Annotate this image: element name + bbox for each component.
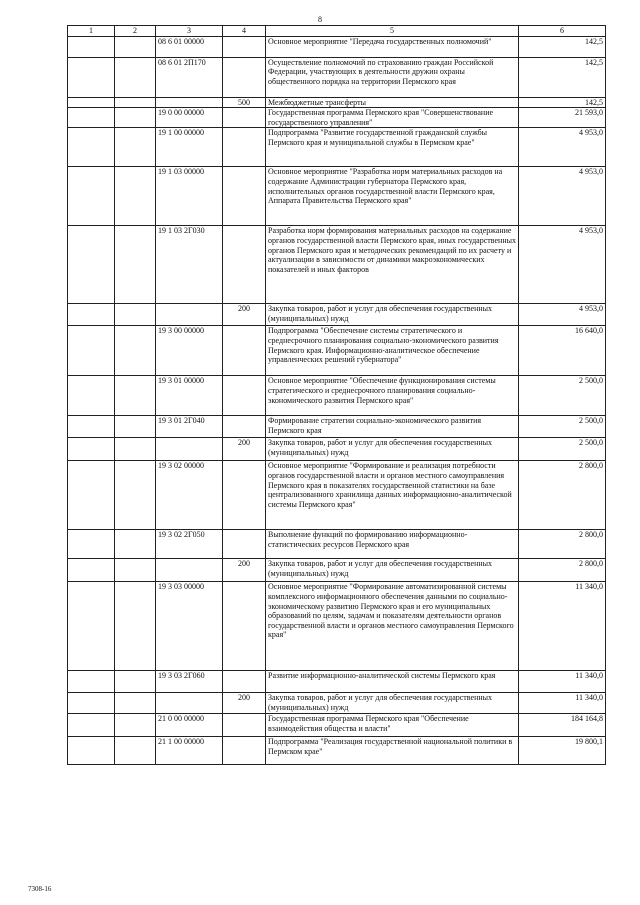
item-name-cell: Осуществление полномочий по страхованию граждан Российской Федерации, участвующих в деятельности дружин охраны общественного порядка на территории Пермского края [266, 57, 519, 97]
table-row [68, 559, 606, 582]
col1-cell [68, 304, 115, 326]
col2-cell [115, 461, 156, 530]
table-row [68, 714, 606, 737]
col2-cell [115, 167, 156, 226]
amount-cell: 142,5 [519, 36, 606, 57]
table-row [68, 326, 606, 376]
table-row [68, 438, 606, 461]
item-name-cell: Закупка товаров, работ и услуг для обеспечения государственных (муниципальных) нужд [266, 693, 519, 714]
target-code-cell: 21 0 00 00000 [156, 714, 223, 737]
item-name-cell: Государственная программа Пермского края "Совершенствование государственного управления" [266, 108, 519, 128]
item-name-cell: Подпрограмма "Развитие государственной гражданской службы Пермского края и муниципальной службы в Пермском крае" [266, 128, 519, 167]
table-row [68, 57, 606, 97]
amount-cell: 21 593,0 [519, 108, 606, 128]
col1-cell [68, 108, 115, 128]
col2-cell [115, 693, 156, 714]
col1-cell [68, 36, 115, 57]
col2-cell [115, 582, 156, 671]
expense-type-cell [223, 416, 266, 438]
expense-type-cell [223, 326, 266, 376]
item-name-cell: Подпрограмма "Реализация государственной национальной политики в Пермском крае" [266, 737, 519, 765]
col1-cell [68, 438, 115, 461]
table-row [68, 167, 606, 226]
expense-type-cell [223, 530, 266, 559]
target-code-cell: 19 3 02 2Г050 [156, 530, 223, 559]
item-name-cell: Основное мероприятие "Разработка норм материальных расходов на содержание Администрации губернатора Пермского края, исполнительных органов государственной власти Пермского края, Аппарата Правительства Пермского края" [266, 167, 519, 226]
target-code-cell: 21 1 00 00000 [156, 737, 223, 765]
amount-cell: 184 164,8 [519, 714, 606, 737]
amount-cell: 11 340,0 [519, 693, 606, 714]
col1-cell [68, 582, 115, 671]
expense-type-cell: 500 [223, 97, 266, 108]
expense-type-cell [223, 167, 266, 226]
col1-cell [68, 671, 115, 693]
expense-type-cell: 200 [223, 559, 266, 582]
expense-type-cell [223, 36, 266, 57]
col2-cell [115, 671, 156, 693]
expense-type-cell [223, 737, 266, 765]
table-row [68, 582, 606, 671]
col2-cell [115, 438, 156, 461]
header-col-4: 4 [223, 26, 266, 37]
item-name-cell: Основное мероприятие "Обеспечение функционирования системы стратегического и среднесрочного планирования социально-экономического развития Пермского края" [266, 376, 519, 416]
document-code: 7308-16 [28, 885, 52, 893]
item-name-cell: Основное мероприятие "Формирование автоматизированной системы комплексного информационного обеспечения данными по социально-экономическому развитию Пермского края и его муниципальных образований по целям, задачам и показателям деятельности органов государственной власти и органов местного самоуправления Пермского края" [266, 582, 519, 671]
table-row [68, 226, 606, 304]
item-name-cell: Основное мероприятие "Передача государственных полномочий" [266, 36, 519, 57]
col2-cell [115, 714, 156, 737]
amount-cell: 11 340,0 [519, 582, 606, 671]
expense-type-cell: 200 [223, 438, 266, 461]
col1-cell [68, 559, 115, 582]
item-name-cell: Основное мероприятие "Формирование и реализация потребности органов государственной власти и органов местного самоуправления Пермского края в показателях государственной статистики на базе централизованного хранилища данных информационно-аналитической системы Пермского края" [266, 461, 519, 530]
col2-cell [115, 108, 156, 128]
target-code-cell: 08 6 01 00000 [156, 36, 223, 57]
expense-type-cell: 200 [223, 304, 266, 326]
target-code-cell [156, 693, 223, 714]
col2-cell [115, 97, 156, 108]
table-row [68, 128, 606, 167]
expense-type-cell [223, 714, 266, 737]
amount-cell: 11 340,0 [519, 671, 606, 693]
expense-type-cell [223, 57, 266, 97]
header-col-1: 1 [68, 26, 115, 37]
target-code-cell: 19 3 01 00000 [156, 376, 223, 416]
col1-cell [68, 693, 115, 714]
col1-cell [68, 416, 115, 438]
header-col-6: 6 [519, 26, 606, 37]
col2-cell [115, 304, 156, 326]
target-code-cell: 19 3 02 00000 [156, 461, 223, 530]
col1-cell [68, 97, 115, 108]
col2-cell [115, 57, 156, 97]
item-name-cell: Закупка товаров, работ и услуг для обеспечения государственных (муниципальных) нужд [266, 304, 519, 326]
item-name-cell: Развитие информационно-аналитической системы Пермского края [266, 671, 519, 693]
target-code-cell: 19 3 00 00000 [156, 326, 223, 376]
col2-cell [115, 36, 156, 57]
col2-cell [115, 416, 156, 438]
item-name-cell: Разработка норм формирования материальных расходов на содержание органов государственной власти Пермского края, иных государственных органов Пермского края и методических рекомендаций по их расчету и актуализации в зависимости от динамики макроэкономических показателей и иных факторов [266, 226, 519, 304]
amount-cell: 2 800,0 [519, 530, 606, 559]
col2-cell [115, 559, 156, 582]
header-col-5: 5 [266, 26, 519, 37]
target-code-cell [156, 438, 223, 461]
expense-type-cell: 200 [223, 693, 266, 714]
target-code-cell: 08 6 01 2П170 [156, 57, 223, 97]
amount-cell: 2 500,0 [519, 438, 606, 461]
expense-type-cell [223, 128, 266, 167]
table-row [68, 36, 606, 57]
amount-cell: 4 953,0 [519, 167, 606, 226]
col1-cell [68, 57, 115, 97]
target-code-cell: 19 0 00 00000 [156, 108, 223, 128]
expense-type-cell [223, 582, 266, 671]
amount-cell: 2 800,0 [519, 559, 606, 582]
col1-cell [68, 461, 115, 530]
amount-cell: 4 953,0 [519, 128, 606, 167]
col1-cell [68, 530, 115, 559]
amount-cell: 2 800,0 [519, 461, 606, 530]
col2-cell [115, 128, 156, 167]
col1-cell [68, 226, 115, 304]
table-row [68, 461, 606, 530]
expense-type-cell [223, 226, 266, 304]
table-row [68, 530, 606, 559]
table-row [68, 376, 606, 416]
target-code-cell: 19 1 03 00000 [156, 167, 223, 226]
amount-cell: 4 953,0 [519, 226, 606, 304]
col1-cell [68, 737, 115, 765]
expense-type-cell [223, 108, 266, 128]
col1-cell [68, 167, 115, 226]
amount-cell: 2 500,0 [519, 376, 606, 416]
expense-type-cell [223, 376, 266, 416]
col1-cell [68, 128, 115, 167]
amount-cell: 142,5 [519, 97, 606, 108]
header-col-3: 3 [156, 26, 223, 37]
col2-cell [115, 737, 156, 765]
target-code-cell [156, 559, 223, 582]
budget-table [67, 25, 606, 765]
target-code-cell: 19 1 00 00000 [156, 128, 223, 167]
col1-cell [68, 376, 115, 416]
table-row [68, 97, 606, 108]
table-row [68, 108, 606, 128]
col2-cell [115, 226, 156, 304]
target-code-cell [156, 304, 223, 326]
table-row [68, 737, 606, 765]
expense-type-cell [223, 671, 266, 693]
col2-cell [115, 530, 156, 559]
table-row [68, 416, 606, 438]
item-name-cell: Государственная программа Пермского края "Обеспечение взаимодействия общества и власти" [266, 714, 519, 737]
col1-cell [68, 714, 115, 737]
col2-cell [115, 376, 156, 416]
page-number: 8 [318, 15, 322, 24]
amount-cell: 4 953,0 [519, 304, 606, 326]
item-name-cell: Межбюджетные трансферты [266, 97, 519, 108]
item-name-cell: Подпрограмма "Обеспечение системы стратегического и среднесрочного планирования социально-экономического развития Пермского края. Информационно-аналитическое обеспечение управленческих решений губернатора" [266, 326, 519, 376]
target-code-cell: 19 1 03 2Г030 [156, 226, 223, 304]
target-code-cell: 19 3 03 2Г060 [156, 671, 223, 693]
item-name-cell: Закупка товаров, работ и услуг для обеспечения государственных (муниципальных) нужд [266, 559, 519, 582]
header-col-2: 2 [115, 26, 156, 37]
item-name-cell: Выполнение функций по формированию информационно-статистических ресурсов Пермского края [266, 530, 519, 559]
table-row [68, 671, 606, 693]
amount-cell: 16 640,0 [519, 326, 606, 376]
item-name-cell: Закупка товаров, работ и услуг для обеспечения государственных (муниципальных) нужд [266, 438, 519, 461]
col2-cell [115, 326, 156, 376]
table-row [68, 693, 606, 714]
budget-table-body [68, 26, 606, 765]
col1-cell [68, 326, 115, 376]
target-code-cell [156, 97, 223, 108]
amount-cell: 19 800,1 [519, 737, 606, 765]
expense-type-cell [223, 461, 266, 530]
table-row [68, 304, 606, 326]
table-header-row [68, 26, 606, 37]
target-code-cell: 19 3 03 00000 [156, 582, 223, 671]
item-name-cell: Формирование стратегии социально-экономического развития Пермского края [266, 416, 519, 438]
amount-cell: 142,5 [519, 57, 606, 97]
amount-cell: 2 500,0 [519, 416, 606, 438]
target-code-cell: 19 3 01 2Г040 [156, 416, 223, 438]
